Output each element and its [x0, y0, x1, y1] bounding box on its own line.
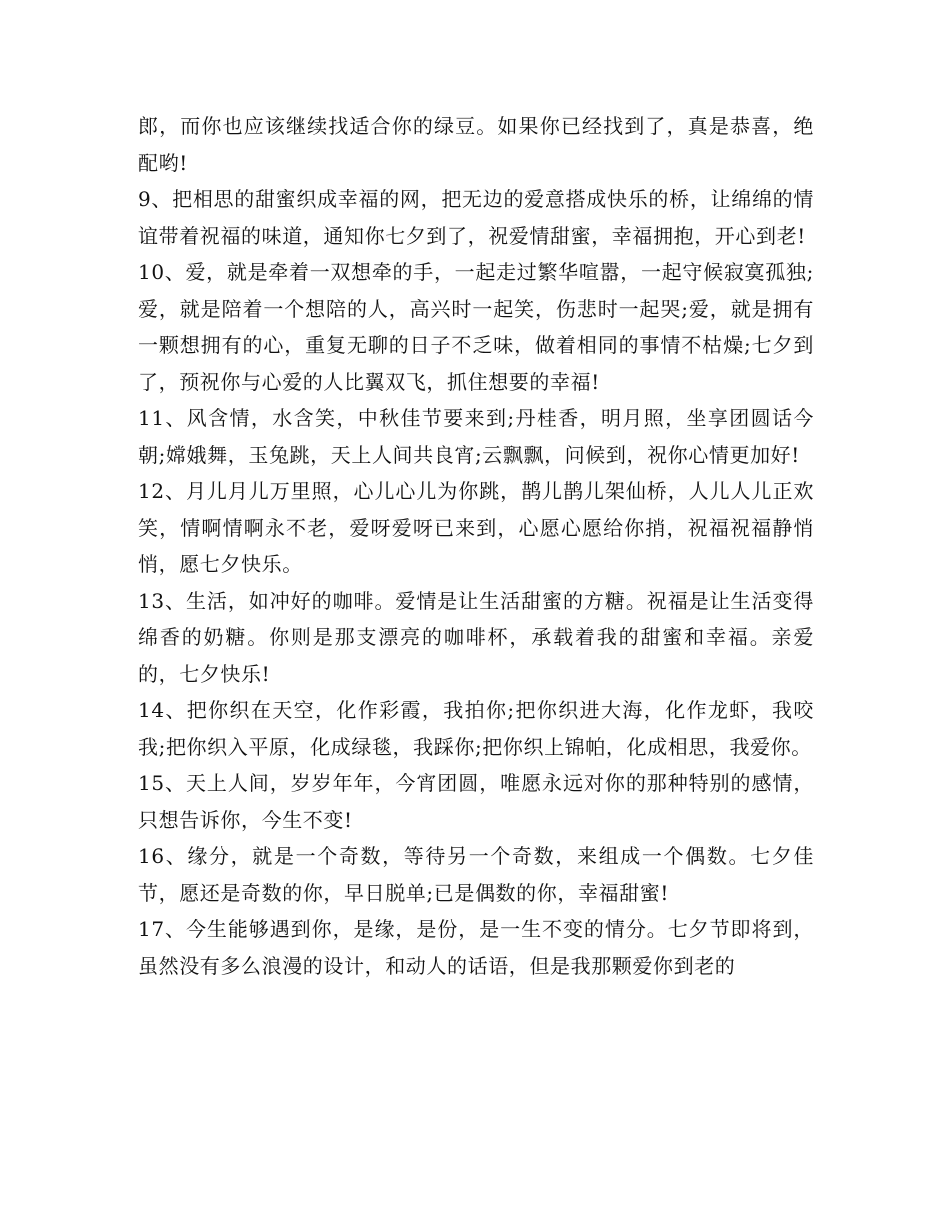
document-body [138, 108, 814, 984]
paragraph-item-16: 16、缘分，就是一个奇数，等待另一个奇数，来组成一个偶数。七夕佳节，愿还是奇数的你，早日脱单;已是偶数的你，幸福甜蜜! [138, 844, 814, 905]
paragraph-item-11: 11、风含情，水含笑，中秋佳节要来到;丹桂香，明月照，坐享团圆话今朝;嫦娥舞，玉兔跳，天上人间共良宵;云飘飘，问候到，祝你心情更加好! [138, 406, 814, 467]
paragraph-item-15: 15、天上人间，岁岁年年，今宵团圆，唯愿永远对你的那种特别的感情，只想告诉你，今生不变! [138, 771, 814, 832]
paragraph-item-10: 10、爱，就是牵着一双想牵的手，一起走过繁华喧嚣，一起守候寂寞孤独;爱，就是陪着一个想陪的人，高兴时一起笑，伤悲时一起哭;爱，就是拥有一颗想拥有的心，重复无聊的日子不乏味，做着相同的事情不枯燥;七夕到了，预祝你与心爱的人比翼双飞，抓住想要的幸福! [138, 260, 814, 394]
paragraph-item-17: 17、今生能够遇到你，是缘，是份，是一生不变的情分。七夕节即将到，虽然没有多么浪漫的设计，和动人的话语，但是我那颗爱你到老的 [138, 917, 814, 978]
paragraph-item-12: 12、月儿月儿万里照，心儿心儿为你跳，鹊儿鹊儿架仙桥，人儿人儿正欢笑，情啊情啊永不老，爱呀爱呀已来到，心愿心愿给你捎，祝福祝福静悄悄，愿七夕快乐。 [138, 479, 814, 576]
paragraph-item-13: 13、生活，如冲好的咖啡。爱情是让生活甜蜜的方糖。祝福是让生活变得绵香的奶糖。你则是那支漂亮的咖啡杯，承载着我的甜蜜和幸福。亲爱的，七夕快乐! [138, 588, 814, 686]
paragraph-item-14: 14、把你织在天空，化作彩霞，我拍你;把你织进大海，化作龙虾，我咬我;把你织入平原，化成绿毯，我踩你;把你织上锦帕，化成相思，我爱你。 [138, 698, 814, 759]
paragraph-continuation: 郎，而你也应该继续找适合你的绿豆。如果你已经找到了，真是恭喜，绝配哟! [138, 114, 814, 175]
paragraph-item-9: 9、把相思的甜蜜织成幸福的网，把无边的爱意搭成快乐的桥，让绵绵的情谊带着祝福的味道，通知你七夕到了，祝爱情甜蜜，幸福拥抱，开心到老! [138, 187, 814, 248]
